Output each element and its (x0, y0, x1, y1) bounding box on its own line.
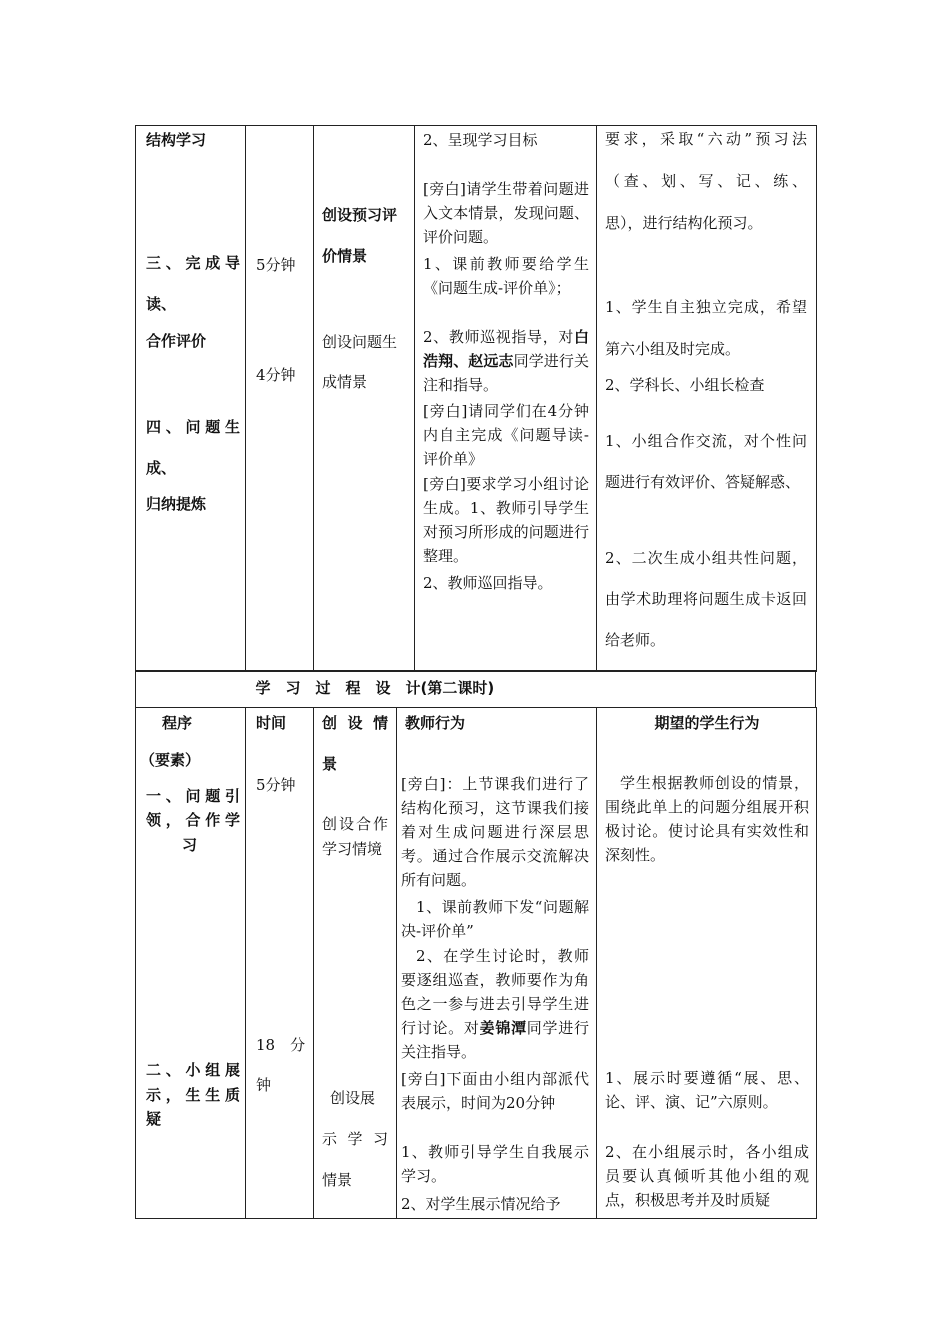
time-5min: 5分钟 (256, 256, 296, 274)
label-step3-line2: 读、 (146, 295, 177, 313)
header-teacher-behavior: 教师行为 (405, 714, 466, 732)
lesson2-narration-2: [旁白]下面由小组内部派代表展示，时间为20分钟 (401, 1070, 589, 1112)
student-behavior-4: 1、小组合作交流，对个性问题进行有效评价、答疑解惑、 (605, 432, 807, 491)
upper-scenario-cell (314, 126, 415, 672)
label-structure-learning: 结构学习 (146, 131, 207, 149)
scenario-preview-line1: 创设预习评 (322, 206, 398, 224)
lower-teacher-cell (397, 708, 597, 1219)
lesson2-step-feedback: 2、对学生展示情况给予 (401, 1195, 561, 1213)
header-time: 时间 (256, 714, 287, 732)
upper-student-cell (597, 126, 817, 672)
student-behavior-3: 2、学科长、小组长检查 (605, 376, 765, 394)
teacher-narration-3: [旁白]要求学习小组讨论生成。1、教师引导学生对预习所形成的问题进行整理。 (423, 475, 589, 565)
scenario-preview-line2: 价情景 (322, 247, 368, 265)
label-step4-line2: 成、 (146, 459, 177, 477)
time-4min: 4分钟 (256, 366, 296, 384)
lesson2-step-guide: 1、教师引导学生自我展示学习。 (401, 1143, 589, 1185)
step2-line1: 二、小组展 (146, 1061, 240, 1079)
upper-table (135, 125, 817, 672)
teacher-objective: 2、呈现学习目标 (423, 131, 538, 149)
header-expected-student-behavior: 期望的学生行为 (654, 714, 760, 732)
lesson2-narration-1: [旁白]：上节课我们进行了结构化预习，这节课我们接着对生成问题进行深层思考。通过合作展示交流解决所有问题。 (401, 775, 589, 889)
label-step4-line1: 四、问题生 (146, 418, 240, 436)
lower-scenario-cell (314, 708, 397, 1219)
upper-teacher-cell (415, 126, 597, 672)
section-title-table (135, 670, 816, 708)
lower-table (135, 707, 817, 1219)
scenario-display-line2: 示学习 (322, 1130, 388, 1148)
scenario-question-line1: 创设问题生 (322, 333, 398, 351)
teacher-step-patrol: 2、教师巡回指导。 (423, 574, 553, 592)
student-behavior-1: 要求，采取“六动”预习法（查、划、写、记、练、思），进行结构化预习。 (605, 130, 807, 232)
header-scenario-line1: 创设情 (322, 714, 388, 732)
scenario-display-line3: 情景 (322, 1171, 353, 1189)
student-behavior-5: 2、二次生成小组共性问题，由学术助理将问题生成卡返回给老师。 (605, 549, 807, 649)
student-behavior-2: 1、学生自主独立完成，希望第六小组及时完成。 (605, 298, 807, 358)
step1-line2: 领，合作学 (146, 811, 240, 829)
header-procedure: 程序 (162, 714, 193, 732)
section-title-cell (136, 671, 816, 708)
lesson2-step2: 2、在学生讨论时，教师要逐组巡查，教师要作为角色之一参与进去引导学生进行讨论。对姜锦潭同学进行关注指导。 (401, 947, 589, 1061)
lesson2-student-1: 学生根据教师创设的情景，围绕此单上的问题分组展开积极讨论。使讨论具有实效性和深刻性。 (605, 774, 809, 864)
teacher-narration-1: [旁白]请学生带着问题进入文本情景，发现问题、评价问题。 (423, 180, 589, 246)
student-names-1: 白浩翔、赵远志 (423, 328, 589, 370)
time-5min-lesson2: 5分钟 (256, 776, 296, 794)
time-18min-line1: 18 分 (256, 1036, 306, 1054)
step1-line3: 习 (182, 836, 198, 854)
label-step3-line1: 三、完成导 (146, 254, 240, 272)
section-title: 学 习 过 程 设 计(第二课时) (255, 678, 495, 697)
label-step3-line3: 合作评价 (146, 332, 207, 350)
teacher-step2: 2、教师巡视指导，对白浩翔、赵远志同学进行关注和指导。 (423, 328, 589, 394)
lesson2-step1: 1、课前教师下发“问题解决-评价单” (401, 898, 589, 940)
scenario-question-line2: 成情景 (322, 373, 368, 391)
step2-line3: 疑 (146, 1110, 162, 1128)
lower-time-cell (246, 708, 314, 1219)
step2-line2: 示，生生质 (146, 1086, 240, 1104)
upper-time-cell (246, 126, 314, 672)
lower-student-cell (597, 708, 817, 1219)
scenario-display-line1: 创设展 (330, 1089, 376, 1107)
lower-procedure-cell (136, 708, 246, 1219)
scenario-cooperative: 创设合作学习情境 (322, 815, 388, 858)
lesson2-student-3: 2、在小组展示时，各小组成员要认真倾听其他小组的观点，积极思考并及时质疑 (605, 1143, 809, 1209)
teacher-step1: 1、课前教师要给学生《问题生成-评价单》； (423, 255, 589, 297)
header-elements: （要素） (140, 751, 201, 769)
lesson2-student-2: 1、展示时要遵循“展、思、论、评、演、记”六原则。 (605, 1069, 809, 1111)
time-18min-line2: 钟 (256, 1076, 272, 1094)
label-step4-line3: 归纳提炼 (146, 495, 207, 513)
upper-procedure-cell (136, 126, 246, 672)
header-scenario-line2: 景 (322, 755, 338, 773)
student-name-2: 姜锦潭 (479, 1019, 527, 1037)
step1-line1: 一、问题引 (146, 787, 240, 805)
teacher-narration-2: [旁白]请同学们在4分钟内自主完成《问题导读-评价单》 (423, 402, 589, 468)
